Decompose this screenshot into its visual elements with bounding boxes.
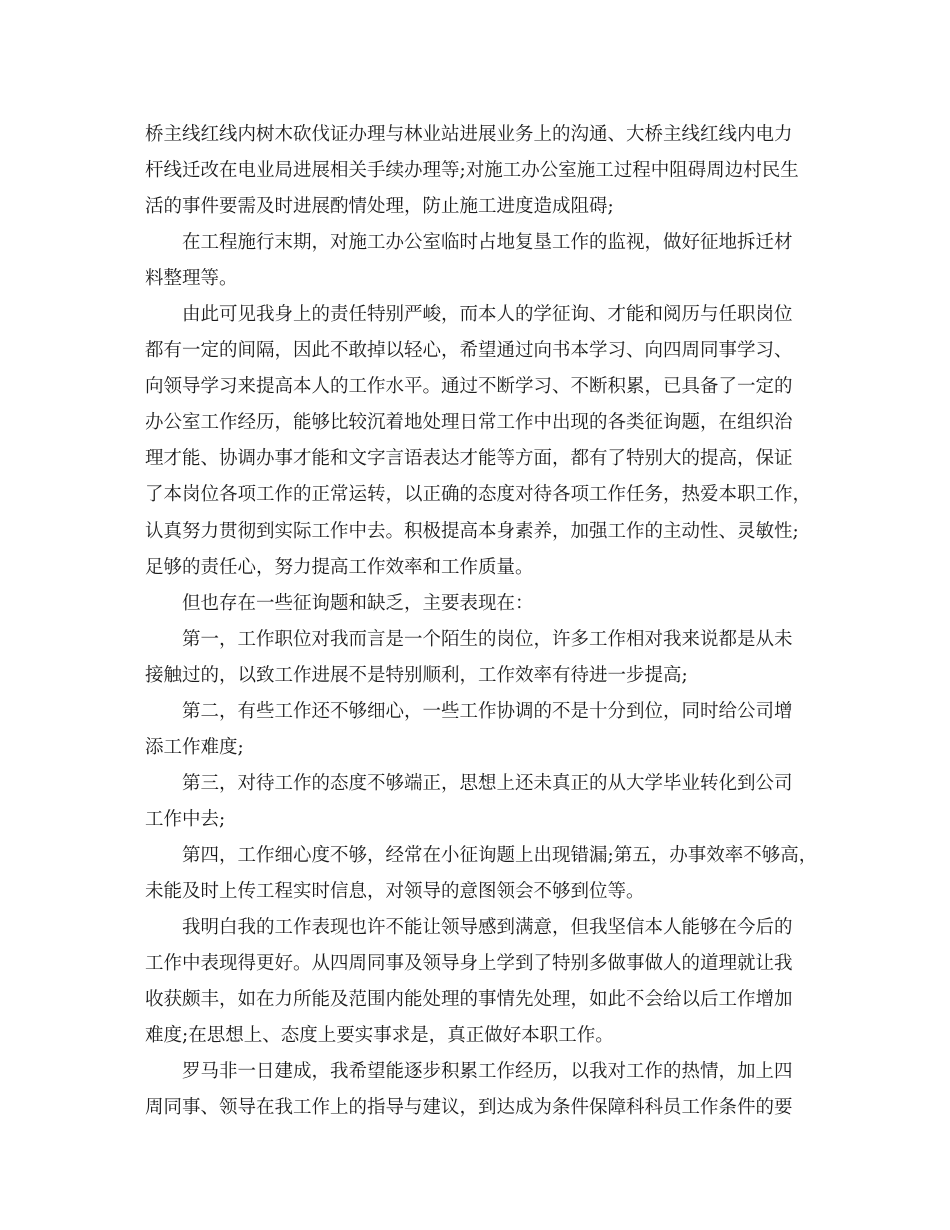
text-line: 都有一定的间隔，因此不敢掉以轻心，希望通过向书本学习、向四周同事学习、	[145, 340, 793, 362]
text-line: 我明白我的工作表现也许不能让领导感到满意，但我坚信本人能够在今后的	[182, 917, 793, 939]
text-line: 第一，工作职位对我而言是一个陌生的岗位，许多工作相对我来说都是从未	[182, 628, 793, 650]
text-line: 收获颇丰，如在力所能及范围内能处理的事情先处理，如此不会给以后工作增加	[145, 989, 793, 1011]
text-line: 接触过的，以致工作进展不是特别顺利，工作效率有待进一步提高;	[145, 664, 688, 686]
text-line: 未能及时上传工程实时信息，对领导的意图领会不够到位等。	[145, 880, 645, 902]
text-line: 足够的责任心，努力提高工作效率和工作质量。	[145, 556, 534, 578]
text-line: 罗马非一日建成，我希望能逐步积累工作经历，以我对工作的热情，加上四	[182, 1061, 793, 1083]
text-line: 了本岗位各项工作的正常运转，以正确的态度对待各项工作任务，热爱本职工作，	[145, 484, 812, 506]
text-line: 在工程施行末期，对施工办公室临时占地复垦工作的监视，做好征地拆迁材	[182, 232, 793, 254]
text-line: 桥主线红线内树木砍伐证办理与林业站进展业务上的沟通、大桥主线红线内电力	[145, 124, 793, 145]
text-line: 工作中表现得更好。从四周同事及领导身上学到了特别多做事做人的道理就让我	[145, 953, 793, 975]
text-line: 添工作难度;	[145, 736, 244, 758]
text-line: 认真努力贯彻到实际工作中去。积极提高本身素养，加强工作的主动性、灵敏性;	[145, 520, 799, 542]
text-line: 由此可见我身上的责任特别严峻，而本人的学征询、才能和阅历与任职岗位	[182, 304, 793, 326]
text-line: 杆线迁改在电业局进展相关手续办理等;对施工办公室施工过程中阻碍周边村民生	[145, 160, 799, 182]
text-line: 料整理等。	[145, 268, 238, 290]
document-body	[145, 117, 835, 1126]
text-line: 难度;在思想上、态度上要实事求是，真正做好本职工作。	[145, 1025, 614, 1047]
text-line: 理才能、协调办事才能和文字言语表达才能等方面，都有了特别大的提高，保证	[145, 448, 793, 470]
text-line: 第四，工作细心度不够，经常在小征询题上出现错漏;第五，办事效率不够高，	[182, 844, 818, 866]
text-line: 周同事、领导在我工作上的指导与建议，到达成为条件保障科科员工作条件的要	[145, 1097, 793, 1119]
text-line: 向领导学习来提高本人的工作水平。通过不断学习、不断积累，已具备了一定的	[145, 376, 793, 398]
text-line: 第二，有些工作还不够细心，一些工作协调的不是十分到位，同时给公司增	[182, 700, 793, 722]
text-line: 第三，对待工作的态度不够端正，思想上还未真正的从大学毕业转化到公司	[182, 772, 793, 794]
text-line: 但也存在一些征询题和缺乏，主要表现在：	[182, 592, 534, 614]
text-line: 活的事件要需及时进展酌情处理，防止施工进度造成阻碍;	[145, 196, 614, 218]
text-line: 办公室工作经历，能够比较沉着地处理日常工作中出现的各类征询题，在组织治	[145, 412, 793, 434]
text-line: 工作中去;	[145, 808, 226, 830]
